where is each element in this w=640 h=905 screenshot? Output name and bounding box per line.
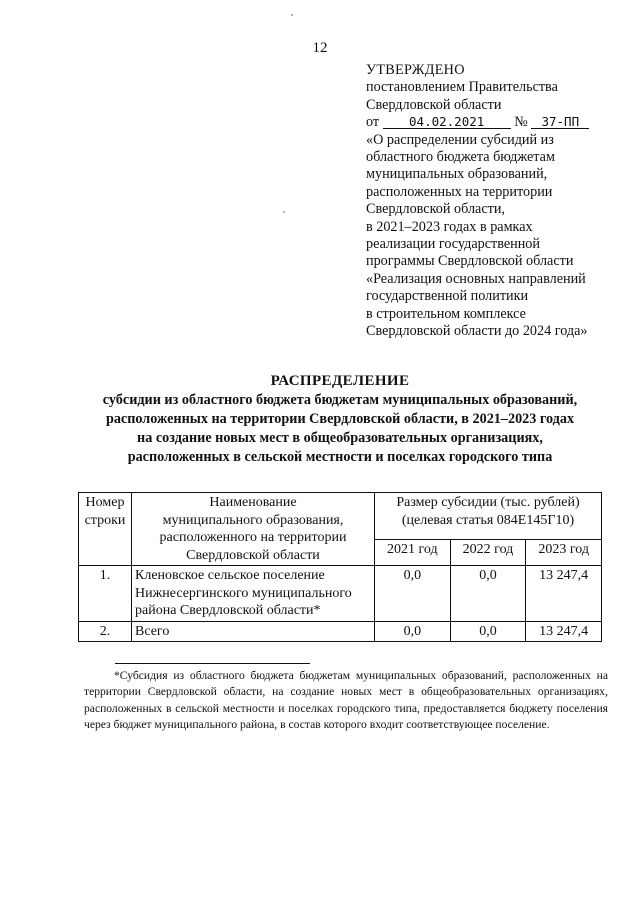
footnote-divider [115, 663, 310, 664]
header-number [79, 493, 132, 566]
approval-number: 37-ПП [531, 115, 589, 129]
row-number: 2. [79, 621, 132, 642]
decree-line: реализации государственной [366, 236, 540, 253]
heading-line: на создание новых мест в общеобразовательных организациях, [137, 430, 543, 446]
approval-title: УТВЕРЖДЕНО [366, 62, 465, 78]
row-name [132, 621, 375, 642]
decree-line: в 2021–2023 годах в рамках [366, 218, 533, 235]
row-value-2022: 0,0 [450, 621, 526, 642]
row-name-line: района Свердловской области* [135, 603, 321, 618]
row-value-2022: 0,0 [450, 566, 526, 622]
row-number: 1. [79, 566, 132, 622]
decree-title [366, 132, 634, 341]
table-row [79, 566, 602, 622]
heading-title: РАСПРЕДЕЛЕНИЕ [270, 373, 410, 389]
header-year-2021: 2021 год [375, 540, 451, 566]
row-value-2023: 13 247,4 [526, 566, 602, 622]
decree-line: областного бюджета бюджетам [366, 149, 555, 166]
header-name-line: расположенного на территории [159, 530, 347, 545]
decree-line: «Реализация основных направлений [366, 270, 586, 287]
decree-line: «О распределении субсидий из [366, 131, 554, 148]
number-prefix: № [514, 114, 528, 131]
header-name-line: Свердловской области [186, 547, 320, 563]
row-value-2021: 0,0 [375, 566, 451, 622]
header-name-line: муниципального образования, [162, 512, 344, 528]
decree-line: Свердловской области, [366, 201, 505, 218]
table-row [79, 621, 602, 642]
header-subsidy [375, 493, 602, 540]
row-name-line: Кленовское сельское поселение [135, 568, 325, 583]
header-number-line: строки [84, 512, 126, 528]
heading-line: расположенных в сельской местности и поселках городского типа [127, 449, 553, 465]
decree-line: государственной политики [366, 288, 529, 305]
approval-date-line [366, 114, 634, 131]
row-value-2021: 0,0 [375, 621, 451, 642]
heading-line: расположенных на территории Свердловской области, в 2021–2023 годах [105, 411, 575, 427]
heading-line: субсидии из областного бюджета бюджетам муниципальных образований, [102, 392, 578, 408]
decree-line: программы Свердловской области [366, 253, 574, 270]
row-name-line: Всего [135, 623, 170, 639]
header-year-2023: 2023 год [526, 540, 602, 566]
approval-date: 04.02.2021 [383, 115, 511, 129]
table-header-row [79, 493, 602, 540]
scan-speck [291, 14, 293, 16]
decree-line: расположенных на территории [366, 183, 553, 200]
scan-speck [283, 211, 285, 213]
page-number: 12 [312, 40, 328, 56]
distribution-table [78, 492, 602, 642]
header-subsidy-line: Размер субсидии (тыс. рублей) [396, 495, 580, 510]
row-name [132, 566, 375, 622]
header-name-line: Наименование [209, 495, 297, 510]
approval-stamp [366, 62, 634, 341]
header-number-line: Номер [85, 495, 125, 510]
footnote: *Субсидия из областного бюджета бюджетам муниципальных образований, расположенных на территории Свердловской области, на создание новых мест в общеобразовательных организациях, расположенных в сельской местности и поселках городского типа, предоставляется бюджету поселения через бюджет муниципального района, в состав которого входит соответствующее поселение. [84, 669, 608, 731]
decree-line: в строительном комплексе [366, 305, 526, 322]
header-year-2022: 2022 год [450, 540, 526, 566]
document-heading [60, 372, 620, 467]
header-subsidy-line: (целевая статья 084Е145Г10) [401, 512, 575, 528]
decree-line: Свердловской области до 2024 года» [366, 323, 588, 340]
row-name-line: Нижнесергинского муниципального [135, 585, 352, 601]
approval-line: Свердловской области [366, 96, 502, 113]
decree-line: муниципальных образований, [366, 166, 548, 183]
date-prefix: от [366, 114, 380, 131]
row-value-2023: 13 247,4 [526, 621, 602, 642]
approval-line: постановлением Правительства [366, 79, 558, 96]
header-name [132, 493, 375, 566]
